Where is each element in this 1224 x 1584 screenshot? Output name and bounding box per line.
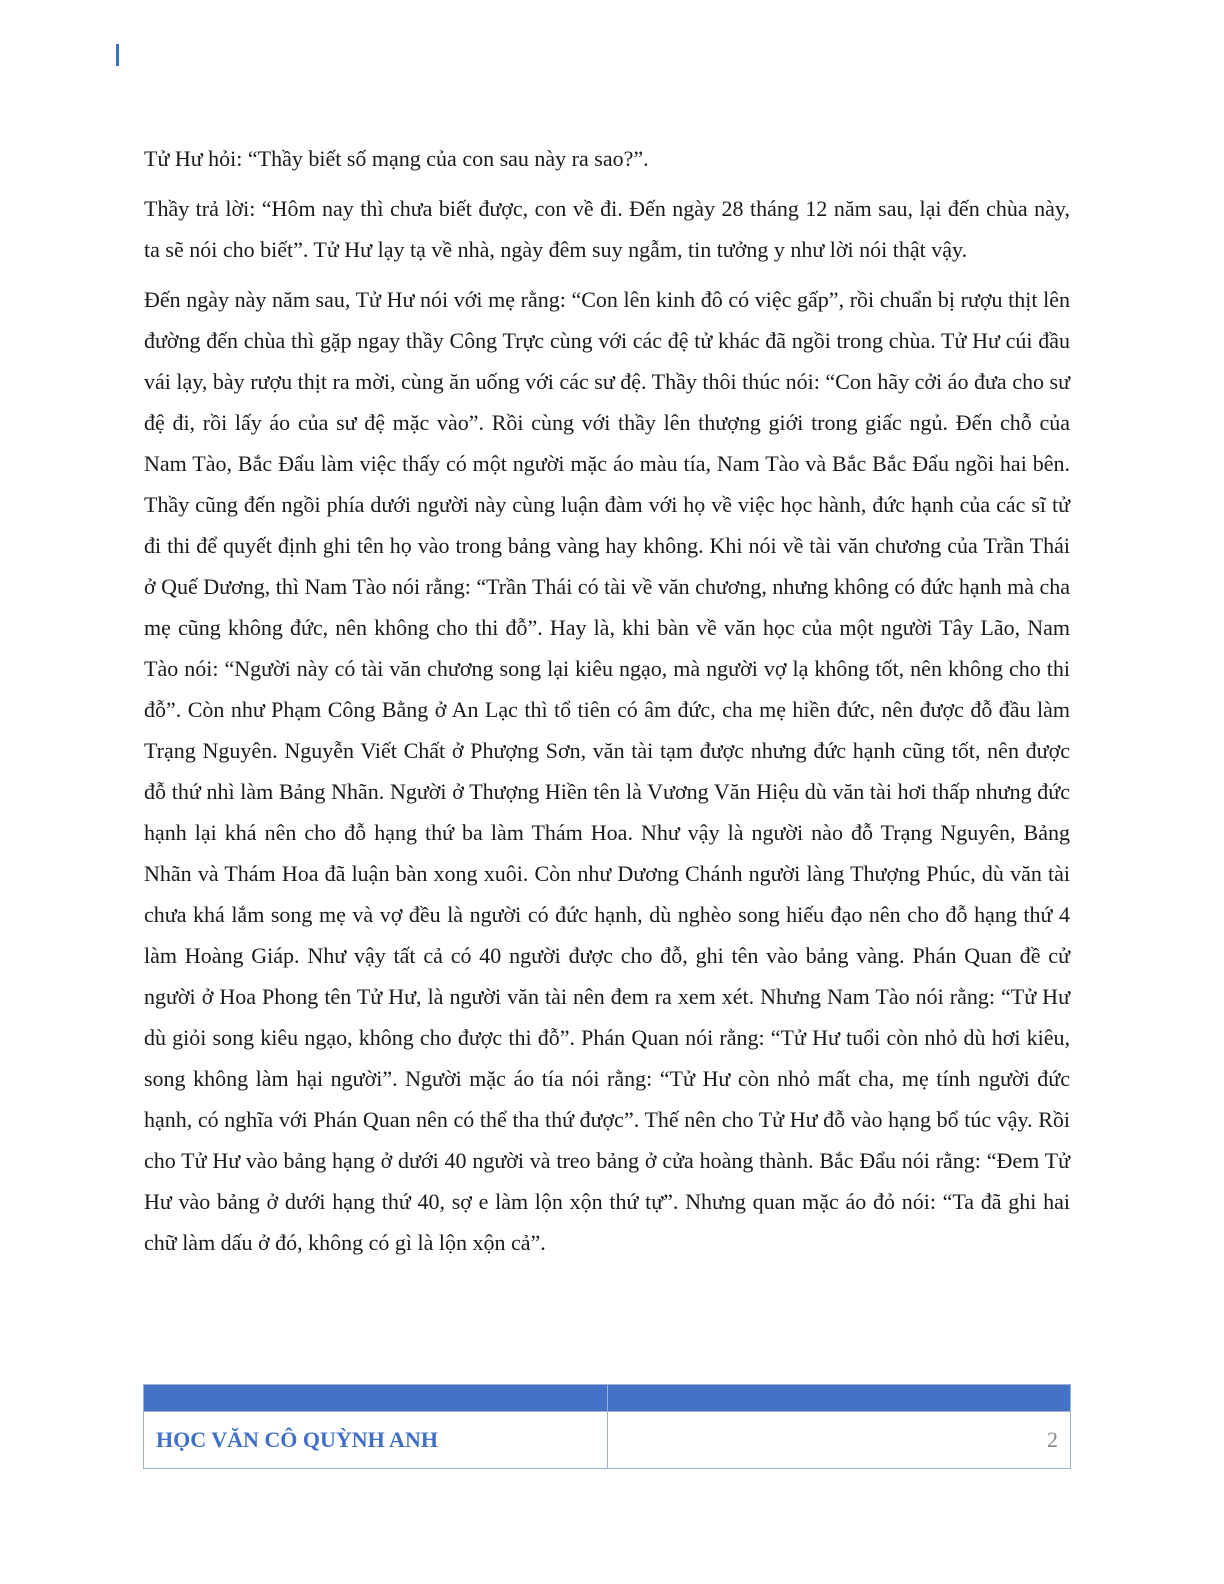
paragraph-story: Đến ngày này năm sau, Tử Hư nói với mẹ rằng: “Con lên kinh đô có việc gấp”, rồi chuẩn bị rượu thịt lên đường đến chùa thì gặp ngay thầy Công Trực cùng với các đệ tử khác đã ngồi trong chùa. Tử Hư cúi đầu vái lạy, bày rượu thịt ra mời, cùng ăn uống với các sư đệ. Thầy thôi thúc nói: “Con hãy cởi áo đưa cho sư đệ đi, rồi lấy áo của sư đệ mặc vào”. Rồi cùng với thầy lên thượng giới trong giấc ngủ. Đến chỗ của Nam Tào, Bắc Đẩu làm việc thấy có một người mặc áo màu tía, Nam Tào và Bắc Bắc Đẩu ngồi hai bên. Thầy cũng đến ngồi phía dưới người này cùng luận đàm với họ về việc học hành, đức hạnh của các sĩ tử đi thi để quyết định ghi tên họ vào trong bảng vàng hay không. Khi nói về tài văn chương của Trần Thái ở Quế Dương, thì Nam Tào nói rằng: “Trần Thái có tài về văn chương, nhưng không có đức hạnh mà cha mẹ cũng không đức, nên không cho thi đỗ”. Hay là, khi bàn về văn học của một người Tây Lão, Nam Tào nói: “Người này có tài văn chương song lại kiêu ngạo, mà người vợ lạ không tốt, nên không cho thi đỗ”. Còn như Phạm Công Bằng ở An Lạc thì tổ tiên có âm đức, cha mẹ hiền đức, nên được đỗ đầu làm Trạng Nguyên. Nguyễn Viết Chất ở Phượng Sơn, văn tài tạm được nhưng đức hạnh cũng tốt, nên được đỗ thứ nhì làm Bảng Nhãn. Người ở Thượng Hiền tên là Vương Văn Hiệu dù văn tài hơi thấp nhưng đức hạnh lại khá nên cho đỗ hạng thứ ba làm Thám Hoa. Như vậy là người nào đỗ Trạng Nguyên, Bảng Nhãn và Thám Hoa đã luận bàn xong xuôi. Còn như Dương Chánh người làng Thượng Phúc, dù văn tài chưa khá lắm song mẹ và vợ đều là người có đức hạnh, dù nghèo song hiếu đạo nên cho đỗ hạng thứ 4 làm Hoàng Giáp. Như vậy tất cả có 40 người được cho đỗ, ghi tên vào bảng vàng. Phán Quan đề cử người ở Hoa Phong tên Tử Hư, là người văn tài nên đem ra xem xét. Nhưng Nam Tào nói rằng: “Tử Hư dù giỏi song kiêu ngạo, không cho được thi đỗ”. Phán Quan nói rằng: “Tử Hư tuổi còn nhỏ dù hơi kiêu, song không làm hại người”. Người mặc áo tía nói rằng: “Tử Hư còn nhỏ mất cha, mẹ tính người đức hạnh, có nghĩa với Phán Quan nên có thể tha thứ được”. Thế nên cho Tử Hư đỗ vào hạng bổ túc vậy. Rồi cho Tử Hư vào bảng hạng ở dưới 40 người và treo bảng ở cửa hoàng thành. Bắc Đẩu nói rằng: “Đem Tử Hư vào bảng ở dưới hạng thứ 40, sợ e làm lộn xộn thứ tự”. Nhưng quan mặc áo đỏ nói: “Ta đã ghi hai chữ làm dấu ở đó, không có gì là lộn xộn cả”. — [144, 287, 1070, 1255]
paragraph-answer: Thầy trả lời: “Hôm nay thì chưa biết được, con về đi. Đến ngày 28 tháng 12 năm sau, lại đến chùa này, ta sẽ nói cho biết”. Tử Hư lạy tạ về nhà, ngày đêm suy ngẫm, tin tưởng y như lời nói thật vậy. — [144, 196, 1070, 262]
footer-bar-left — [144, 1385, 608, 1412]
footer-content-row — [144, 1412, 1071, 1469]
page-footer — [143, 1384, 1071, 1469]
footer-bar-right — [607, 1385, 1071, 1412]
page-number: 2 — [607, 1412, 1071, 1469]
document-body — [144, 138, 1070, 1272]
paragraph-question: Tử Hư hỏi: “Thầy biết số mạng của con sau này ra sao?”. — [144, 146, 649, 171]
text-cursor-marker — [116, 44, 119, 66]
footer-color-bar — [144, 1385, 1071, 1412]
footer-title: HỌC VĂN CÔ QUỲNH ANH — [144, 1412, 608, 1469]
